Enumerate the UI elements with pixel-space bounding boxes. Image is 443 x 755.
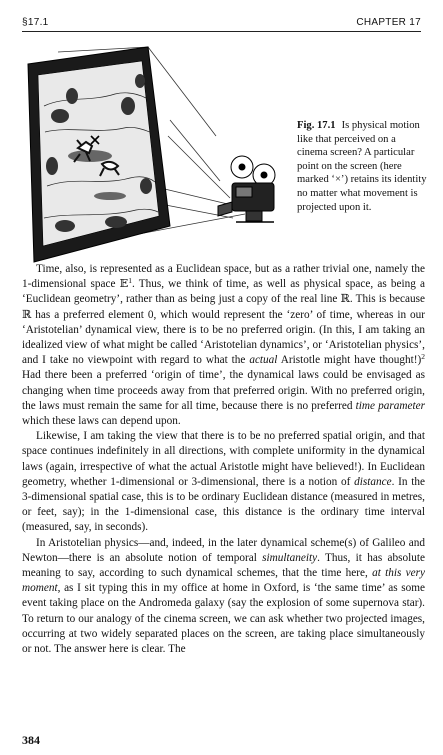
text-run: , as I sit typing this in my office at home in Oxford, is ‘the same time’ as some event taking place on the Andromeda galaxy (say the explosion of some supernova star). To return to our analogy of the cinema screen, we can ask whether two projected images, occurring at two widely separated places on the screen, are taking place simultaneously or not. The answer here is clear. The bbox=[22, 582, 425, 656]
body-text bbox=[22, 262, 425, 657]
paragraph-3 bbox=[22, 536, 425, 658]
caption-text: Is physical motion like that perceived on a cinema screen? A particular point on the screen (here marked ‘×’) retains its identity no matter what movement is projected upon it. bbox=[297, 120, 427, 213]
emphasis: simultaneity bbox=[262, 551, 318, 564]
emphasis: distance bbox=[354, 475, 392, 488]
cinema-screen-illustration bbox=[20, 36, 300, 266]
emphasis: time parameter bbox=[355, 399, 425, 412]
running-head bbox=[22, 14, 421, 30]
page-number: 384 bbox=[22, 733, 40, 747]
emphasis: actual bbox=[249, 354, 278, 367]
text-run: . Thus, it has absolute meaning to say, according to such dynamical schemes, that the time here, bbox=[22, 551, 425, 580]
text-run: . Thus, we think of time, as well as physical space, as being a ‘Euclidean geometry’, rather than as being just a copy of the real line ℝ. This is because ℝ has a preferred element 0, which would represent the ‘zero’ of time, whereas in our ‘Aristotelian’ dynamical view, there is to be no preferred origin. (In this, I am taking an idealized view of what might be called ‘Aristotelian dynamics’, or ‘Aristotelian physics’, and I take no viewpoint with regard to what the bbox=[22, 278, 425, 367]
film-projector bbox=[218, 156, 275, 222]
text-run: which these laws can depend upon. bbox=[22, 415, 181, 428]
paragraph-2 bbox=[22, 429, 425, 535]
chapter-title: CHAPTER 17 bbox=[356, 16, 421, 28]
cinema-screen bbox=[28, 47, 170, 262]
text-run: In Aristotelian physics—and, indeed, in the later dynamical scheme(s) of Galileo and Newton—there is an absolute notion of temporal bbox=[22, 536, 425, 564]
superscript: 1 bbox=[128, 276, 132, 286]
text-run: . In the 3-dimensional spatial case, this is to be ordinary Euclidean distance (measured in metres, or feet, say); in the 1-dimensional case, this distance is the ordinary time interval (measured, say, in seconds). bbox=[22, 475, 425, 534]
emphasis: at this very moment bbox=[22, 567, 425, 595]
header-rule bbox=[22, 31, 421, 32]
text-run: Aristotle might have thought!) bbox=[277, 354, 422, 367]
text-run: Time, also, is represented as a Euclidean space, but as a rather trivial one, namely the 1-dimensional space 𝔼 bbox=[22, 263, 425, 291]
figure-caption bbox=[297, 119, 427, 214]
paragraph-1 bbox=[22, 262, 425, 429]
section-number: §17.1 bbox=[22, 16, 49, 28]
footnote-marker: 2 bbox=[421, 352, 425, 362]
text-run: Had there been a preferred ‘origin of time’, the dynamical laws could be envisaged as changing when time proceeds away from that preferred origin. With no preferred origin, the laws must remain the same for all time, because there is no preferred bbox=[22, 369, 425, 412]
text-run: Likewise, I am taking the view that there is to be no preferred spatial origin, and that space continues indefinitely in all directions, with complete uniformity in the dynamical laws (again, irrespective of what the actual Aristotle might have believed!). In Euclidean geometry, whether 1-dimensional or 3-dimensional, there is a notion of bbox=[22, 430, 425, 488]
figure-label: Fig. 17.1 bbox=[297, 120, 336, 131]
